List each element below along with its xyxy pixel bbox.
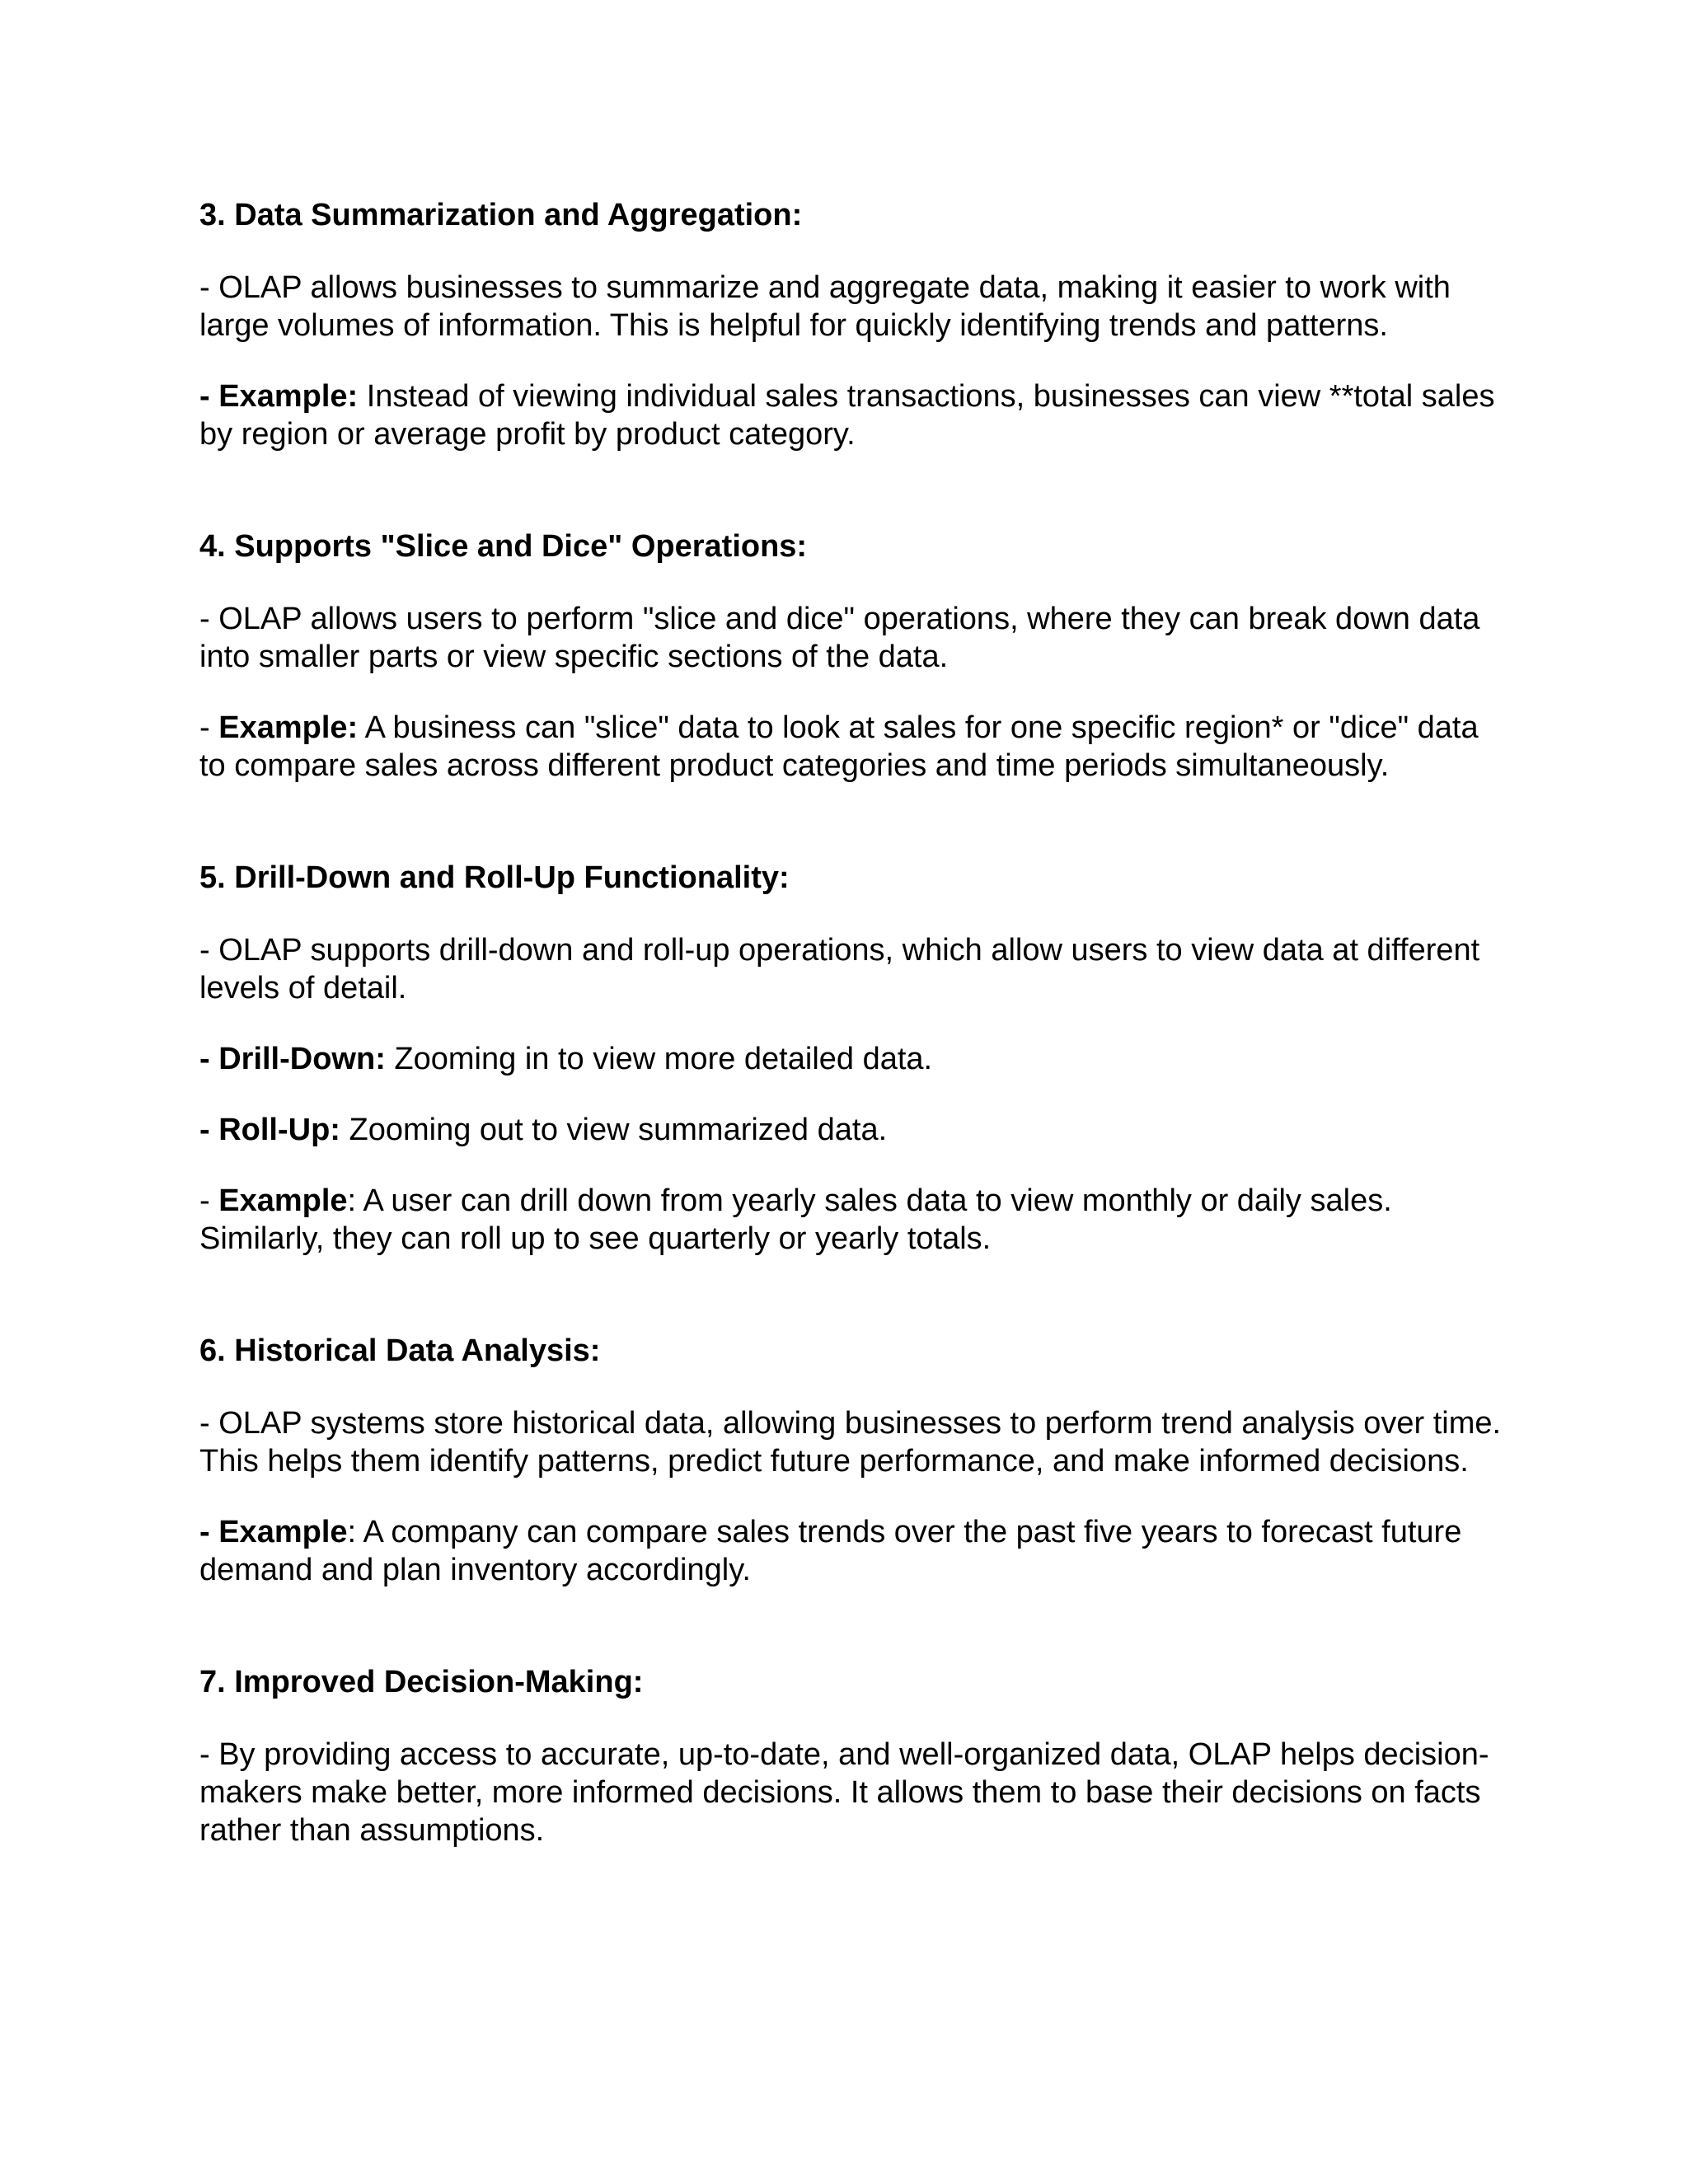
paragraph <box>199 1404 1502 1480</box>
paragraph-text: Zooming in to view more detailed data. <box>385 1042 933 1076</box>
paragraph-lead: - <box>199 710 219 745</box>
section-drill-down-roll-up <box>199 859 1502 1258</box>
section-heading: 6. Historical Data Analysis: <box>199 1333 601 1368</box>
section-heading: 4. Supports "Slice and Dice" Operations: <box>199 529 808 564</box>
section-data-summarization <box>199 196 1502 453</box>
example-label: Example: <box>218 710 359 745</box>
paragraph-text: Instead of viewing individual sales transactions, businesses can view **total sales by region or average profit by product category. <box>199 379 1495 452</box>
document-body <box>199 196 1502 1849</box>
section-improved-decision-making <box>199 1663 1502 1849</box>
example-paragraph <box>199 709 1502 785</box>
paragraph <box>199 269 1502 344</box>
paragraph-lead: - <box>199 1183 219 1218</box>
paragraph-text: : A user can drill down from yearly sales data to view monthly or daily sales. Similarly, they can roll up to see quarterly or yearly totals. <box>199 1183 1392 1256</box>
section-heading: 5. Drill-Down and Roll-Up Functionality: <box>199 860 790 895</box>
paragraph <box>199 600 1502 676</box>
example-paragraph <box>199 1513 1502 1589</box>
paragraph-lead: - OLAP supports drill-down and roll-up operations, which allow users to view data at different levels of detail. <box>199 933 1480 1005</box>
section-heading: 7. Improved Decision-Making: <box>199 1665 644 1699</box>
section-historical-data <box>199 1332 1502 1589</box>
paragraph-lead: - OLAP systems store historical data, allowing businesses to perform trend analysis over time. This helps them identify patterns, predict future performance, and make informed decisions. <box>199 1406 1502 1479</box>
example-paragraph <box>199 1182 1502 1258</box>
roll-up-label: - Roll-Up: <box>199 1113 340 1147</box>
example-paragraph <box>199 377 1502 453</box>
roll-up-paragraph <box>199 1111 1502 1149</box>
paragraph-lead: - OLAP allows businesses to summarize and aggregate data, making it easier to work with large volumes of information. This is helpful for quickly identifying trends and patterns. <box>199 270 1451 343</box>
example-label: - Example <box>199 1515 348 1549</box>
paragraph-lead: - By providing access to accurate, up-to-date, and well-organized data, OLAP helps decision-makers make better, more informed decisions. It allows them to base their decisions on facts rather than assumptions. <box>199 1737 1489 1848</box>
example-label: - Example: <box>199 379 359 414</box>
drill-down-label: - Drill-Down: <box>199 1042 386 1076</box>
paragraph-text: : A company can compare sales trends over the past five years to forecast future demand and plan inventory accordingly. <box>199 1515 1462 1587</box>
paragraph <box>199 1736 1502 1849</box>
paragraph <box>199 931 1502 1007</box>
section-slice-and-dice <box>199 527 1502 785</box>
paragraph-text: A business can "slice" data to look at sales for one specific region* or "dice" data to compare sales across different product categories and time periods simultaneously. <box>199 710 1479 783</box>
example-label: Example <box>218 1183 348 1218</box>
paragraph-lead: - OLAP allows users to perform "slice and dice" operations, where they can break down data into smaller parts or view specific sections of the data. <box>199 602 1480 674</box>
section-heading: 3. Data Summarization and Aggregation: <box>199 198 803 232</box>
drill-down-paragraph <box>199 1040 1502 1078</box>
paragraph-text: Zooming out to view summarized data. <box>340 1113 888 1147</box>
